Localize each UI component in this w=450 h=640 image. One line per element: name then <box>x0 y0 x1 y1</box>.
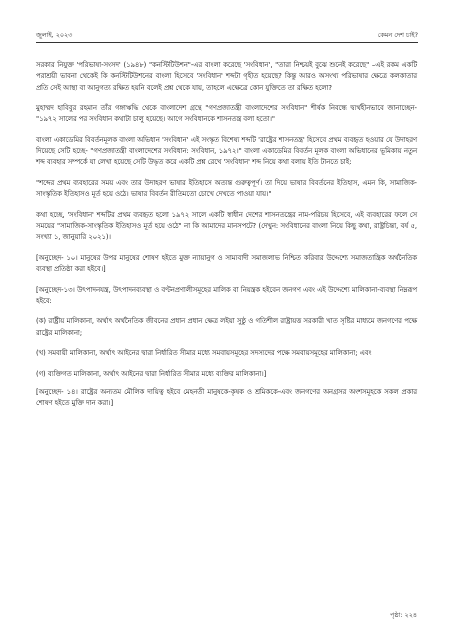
article-13-clause-kha: (খ) সমবায়ী মালিকানা, অর্থাৎ আইনের দ্বারা নির্ধারিত সীমার মধ্যে সমবায়সমূহের সদস্যদের পক্ষে সমবায়সমূহের মালিকানা; এবং <box>36 349 372 358</box>
page-header <box>36 30 418 42</box>
article-13-clause-ka: (ক) রাষ্ট্রীয় মালিকানা, অর্থাৎ অর্থনৈতিক জীবনের প্রধান প্রধান ক্ষেত্র লইয়া সুষ্ঠু ও গতিশীল রাষ্ট্রায়ত্ত সরকারী খাত সৃষ্টির মাধ্যমে জনগণের পক্ষে রাষ্ট্রের মালিকানা; <box>36 317 417 337</box>
page-number: পৃষ্ঠা: ২২৪ <box>390 611 417 619</box>
article-10: [অনুচ্ছেদ- ১০। মানুষের উপর মানুষের শোষণ হইতে মুক্ত ন্যায়ানুগ ও সাম্যবাদী সমাজলাভ নিশ্চিত করিবার উদ্দেশ্যে সমাজতান্ত্রিক অর্থনৈতিক ব্যবস্থা প্রতিষ্ঠা করা হইবে।] <box>36 253 417 274</box>
article-13-clause-ga: (গ) ব্যক্তিগত মালিকানা, অর্থাৎ আইনের দ্বারা নির্ধারিত সীমার মধ্যে ব্যক্তির মালিকানা।] <box>36 369 267 378</box>
paragraph-5: কথা হচ্ছে, 'সংবিধান' শব্দটির প্রথম ব্যবহৃত হলো ১৯৭২ সালে একটি স্বাধীন দেশের শাসনতন্ত্রের নাম-পরিচয় হিসেবে, এই ব্যবহারের ফলে সে সময়ের "সামাজিক-সাংস্কৃতিক ইতিহাসও মূর্ত হয়ে ওঠে" না কি আমাদের মানসপটে? (দেখুন: সংবিধানের বাংলা নিয়ে কিছু কথা, রাষ্ট্রচিন্তা, বর্ষ ৫, সংখ্যা ১, জানুয়ারি ২০২১)। <box>36 210 417 242</box>
header-date: জুলাই, ২০২৩ <box>36 31 73 39</box>
paragraph-2: মুহাম্মদ হাবিবুর রহমান তাঁর গঙ্গাঋদ্ধি থেকে বাংলাদেশ গ্রন্থে "গণপ্রজাতন্ত্রী বাংলাদেশের সংবিধান" শীর্ষক নিবন্ধে দ্ব্যর্থহীনভাবে জানাচ্ছেন- "১৯৭২ সালের পর সংবিধান কথাটা চালু হয়েছে। আগে সংবিধানকে শাসনতন্ত্র বলা হতো।" <box>36 104 417 124</box>
body-text <box>36 60 417 419</box>
paragraph-4-quote: "শব্দের প্রথম ব্যবহারের সময় এবং তার উদাহরণ ভাষার ইতিহাসে অত্যন্ত গুরুত্বপূর্ণ। তা দিয়ে ভাষার বিবর্তনের ইতিহাস, এমন কি, সামাজিক-সাংস্কৃতিক ইতিহাসও মূর্ত হয়ে ওঠে। ভাষার বিবর্তন রীতিমতো চোখে দেখতে পাওয়া যায়।" <box>36 178 417 199</box>
paragraph-3: বাংলা একাডেমির বিবর্তনমূলক বাংলা অভিধান 'সংবিধান' এই সংস্কৃত বিশেষ্য শব্দটি 'রাষ্ট্রের শাসনতন্ত্র' হিসেবে প্রথম ব্যবহৃত হওয়ার যে উদাহরণ দিয়েছে সেটি হচ্ছে- "গণপ্রজাতন্ত্রী বাংলাদেশের সংবিধান: সংবিধান, ১৯৭২।" বাংলা একাডেমির বিবর্তন মূলক বাংলা অভিধানের ভূমিকায় নতুন শব্দ ব্যবহার সম্পর্কে যা লেখা হয়েছে সেটি উদ্ধৃত করে একটি প্রশ্ন রেখে 'সংবিধান' শব্দ নিয়ে কথা বলায় ইতি টানতে চাই: <box>36 135 417 167</box>
header-title: কেমন দেশ চাই? <box>377 31 418 39</box>
article-13: [অনুচ্ছেদ-১৩। উৎপাদনযন্ত্র, উৎপাদনব্যবস্থা ও বণ্টনপ্রণালীসমূহের মালিক বা নিয়ন্ত্রক হইবেন জনগণ এবং এই উদ্দেশ্যে মালিকানা-ব্যবস্থা নিম্নরূপ হইবে: <box>36 285 417 305</box>
paragraph-1: সরকার নিযুক্ত 'পরিভাষা-সংসদ' (১৯৪৮) "কনস্টিটিউশন"-এর বাংলা করেছে 'সংবিধান', "তারা নিশ্চয়ই বুঝে শুনেই করেছে" –এই রকম একটি পরাশ্রয়ী ভাবনা থেকেই কি কনস্টিটিউশনের বাংলা হিসেবে 'সংবিধান' শব্দটা গৃহীত হয়েছে? কিন্তু আরও অসংখ্য পরিভাষার ক্ষেত্রে কলকাতার প্রতি সেই আস্থা বা আনুগত্য রক্ষিত হয়নি বলেই প্রশ্ন থেকে যায়, তাহলে এক্ষেত্রে কোন যুক্তিতে তা রক্ষিত হলো? <box>36 61 417 92</box>
article-14: [অনুচ্ছেদ- ১৪। রাষ্ট্রের অন্যতম মৌলিক দায়িত্ব হইবে মেহনতী মানুষকে-কৃষক ও শ্রমিককে-এবং জনগণের অনগ্রসর অংশসমূহকে সকল প্রকার শোষণ হইতে মুক্তি দান করা।] <box>36 387 417 408</box>
header-rule <box>36 42 418 43</box>
